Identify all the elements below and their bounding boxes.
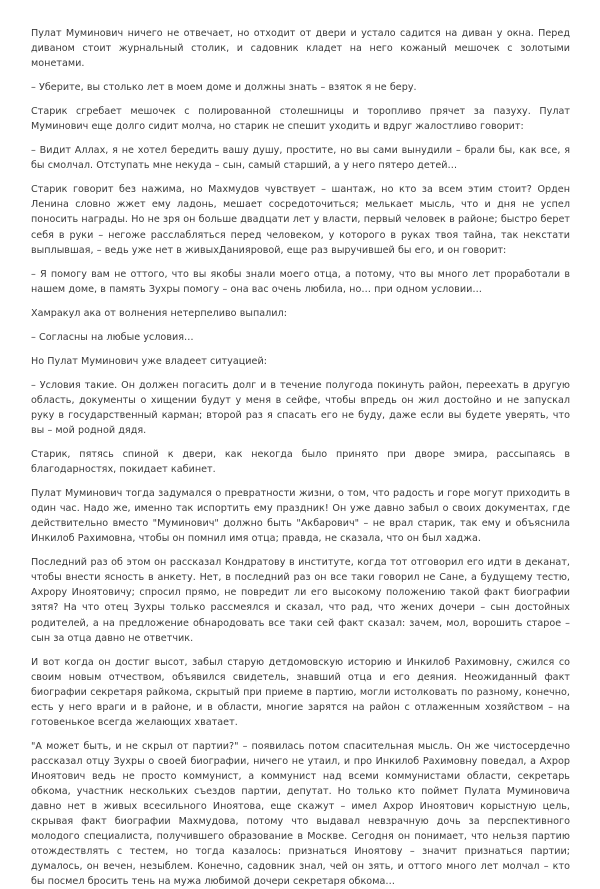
paragraph: Старик сгребает мешочек с полированной столешницы и торопливо прячет за пазуху. Пулат Муминович еще долго сидит молча, но старик не спешит уходить и вдруг жалостливо говорит: <box>31 106 570 133</box>
paragraph: "А может быть, и не скрыл от партии?" – появилась потом спасительная мысль. Он же чистосердечно рассказал отцу Зухры о своей биографии, ничего не утаил, и про Инкилоб Рахимовну поведал, а Ахрор Иноятович ведь не просто коммунист, а коммунист над всеми коммунистами области, секретарь обкома, участник нескольких съездов партии, депутат. Но только кто поймет Пулата Муминовича давно нет в живых всесильного Иноятова, еще скажут – имел Ахрор Иноятович корыстную цель, скрывая факт биографии Махмудова, потому что выдавал невзрачную дочь за перспективного молодого специалиста, получившего образование в Москве. Сегодня он понимает, что нельзя партию отождествлять с тестем, но тогда казалось: признаться Иноятову – значит признаться партии; думалось, он вечен, незыблем. Конечно, садовник знал, чей он зять, и оттого много лет молчал – кто бы посмел бросить тень на мужа любимой дочери секретаря обкома… <box>31 740 570 888</box>
paragraph: Пулат Муминович тогда задумался о превратности жизни, о том, что радость и горе могут приходить в один час. Надо же, именно так испортить ему праздник! Он уже давно забыл о своих документах, где действительно вместо "Муминович" должно быть "Акбарович" – не врал старик, так ему и объяснила Инкилоб Рахимовна, чтобы он помнил имя отца; правда, не сказала, что он был хаджа. <box>31 488 570 545</box>
paragraph: Последний раз об этом он рассказал Кондратову в институте, когда тот отговорил его идти в деканат, чтобы внести ясность в анкету. Нет, в последний раз он все таки говорил не Сане, а будущему тестю, Ахрору Иноятовичу; спросил прямо, не повредит ли его высокому положению такой факт биографии зятя? На что отец Зухры только рассмеялся и сказал, что рад, что жених дочери – сын достойных родителей, а на предложение обнародовать все таки сей факт сказал: зачем, мол, ворошить старое – сын за отца давно не ответчик. <box>31 557 570 644</box>
paragraph: – Согласны на любые условия… <box>31 331 194 343</box>
paragraph: Старик, пятясь спиной к двери, как некогда было принято при дворе эмира, рассыпаясь в благодарностях, покидает кабинет. <box>31 449 570 476</box>
paragraph: – Видит Аллах, я не хотел бередить вашу душу, простите, но вы сами вынудили – брали бы, как все, я бы смолчал. Отступать мне некуда – сын, самый старший, а у него пятеро детей… <box>31 145 570 172</box>
paragraph: Но Пулат Муминович уже владеет ситуацией: <box>31 355 267 367</box>
paragraph: – Условия такие. Он должен погасить долг и в течение полугода покинуть район, переехать в другую область, документы о хищении будут у меня в сейфе, чтобы впредь он жил достойно и не запускал руку в государственный карман; второй раз я спасать его не буду, даже если вы будете уверять, что вы – мой родной дядя. <box>31 379 570 436</box>
paragraph: – Я помогу вам не оттого, что вы якобы знали моего отца, а потому, что вы много лет проработали в нашем доме, в память Зухры помогу – она вас очень любила, но… при одном условии… <box>31 268 570 295</box>
paragraph: И вот когда он достиг высот, забыл старую детдомовскую историю и Инкилоб Рахимовну, сжился со своим новым отчеством, объявился свидетель, знавший отца и его деяния. Неожиданный факт биографии секретаря райкома, скрытый при приеме в партию, могли истолковать по разному, конечно, есть у него враги и в районе, и в области, многие зарятся на район с отлаженным хозяйством – на готовенькое всегда желающих хватает. <box>31 656 570 728</box>
paragraph: Хамракул ака от волнения нетерпеливо выпалил: <box>31 307 287 319</box>
paragraph: Пулат Муминович ничего не отвечает, но отходит от двери и устало садится на диван у окна. Перед диваном стоит журнальный столик, и садовник кладет на него кожаный мешочек с золотыми монетами. <box>31 28 570 70</box>
document-text-body <box>31 26 570 889</box>
paragraph: Старик говорит без нажима, но Махмудов чувствует – шантаж, но кто за всем этим стоит? Орден Ленина словно жжет ему ладонь, мешает сосредоточиться; мелькает мысль, что и дня не успел поносить награды. Но не зря он больше двадцати лет у власти, первый человек в районе; быстро берет себя в руки – негоже расслабляться перед человеком, у которого в руках твоя тайна, так некстати выплывшая, – ведь уже нет в живыхДанияровой, еще раз выручившей бы его, и он говорит: <box>31 184 570 256</box>
paragraph: – Уберите, вы столько лет в моем доме и должны знать – взяток я не беру. <box>31 82 417 94</box>
